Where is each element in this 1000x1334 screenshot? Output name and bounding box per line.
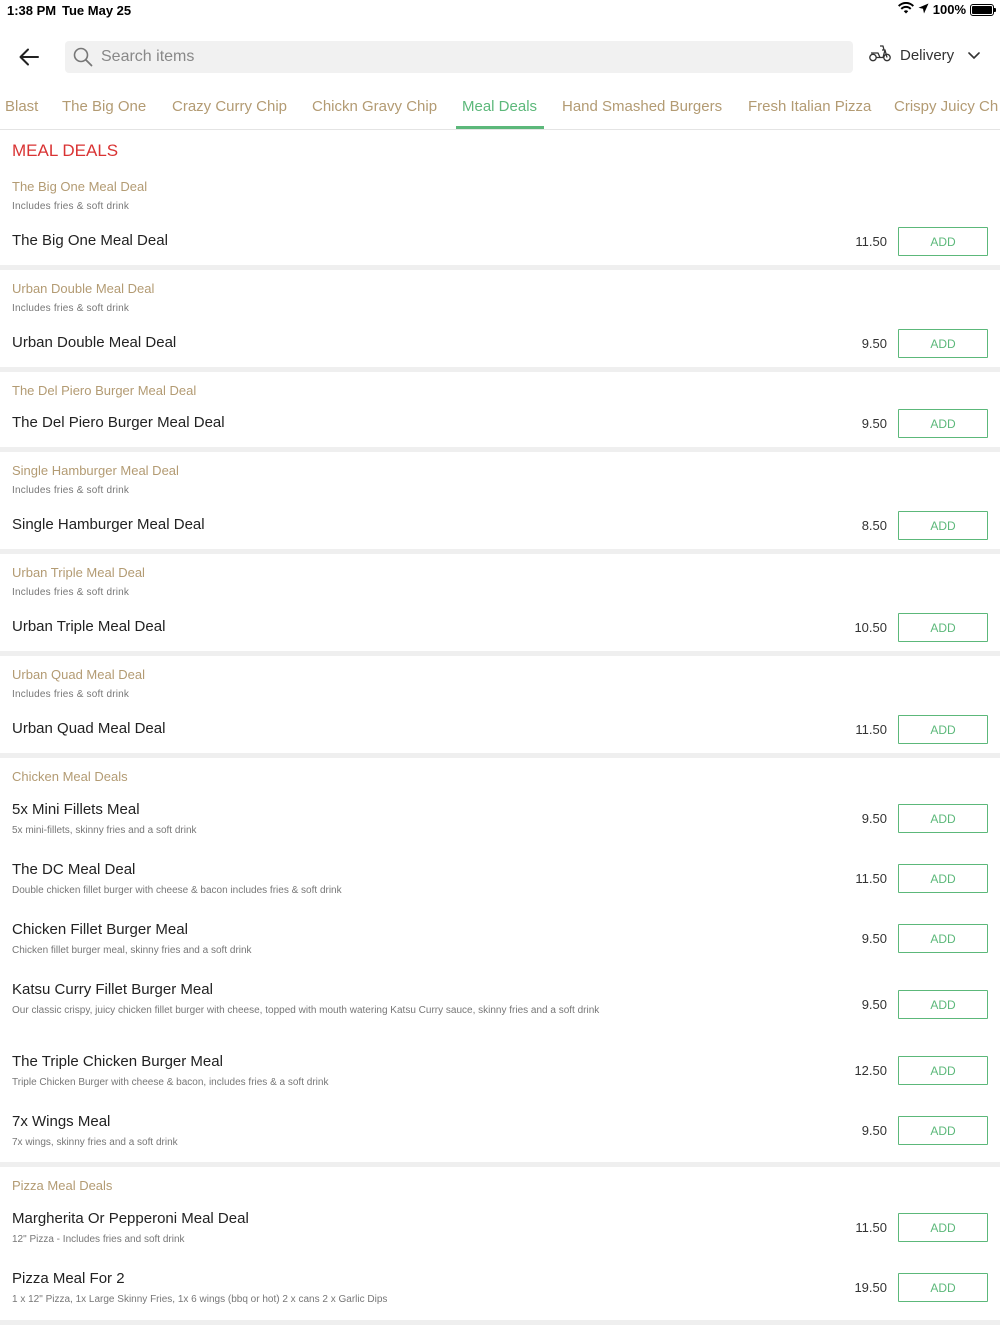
category-description: Includes fries & soft drink [12,303,130,314]
item-name[interactable]: The Triple Chicken Burger Meal [12,1053,223,1070]
add-button[interactable]: ADD [898,864,988,893]
section-divider [0,367,1000,372]
battery-icon [970,4,994,16]
category-title: Single Hamburger Meal Deal [12,463,179,478]
item-name[interactable]: Pizza Meal For 2 [12,1270,125,1287]
item-description: Chicken fillet burger meal, skinny fries and a soft drink [12,945,252,956]
item-description: Double chicken fillet burger with cheese & bacon includes fries & soft drink [12,885,342,896]
category-description: Includes fries & soft drink [12,201,130,212]
section-title: MEAL DEALS [12,141,119,160]
item-price: 11.50 [855,722,887,737]
search-bar[interactable] [65,41,853,73]
category-description: Includes fries & soft drink [12,689,130,700]
delivery-selector[interactable] [868,44,980,66]
item-price: 11.50 [855,1220,887,1235]
item-name[interactable]: 5x Mini Fillets Meal [12,801,140,818]
add-button[interactable]: ADD [898,1056,988,1085]
section-divider [0,651,1000,656]
item-price: 19.50 [854,1280,887,1295]
item-description: Triple Chicken Burger with cheese & bacon, includes fries & a soft drink [12,1077,329,1088]
battery-percent: 100% [932,2,966,17]
add-button[interactable]: ADD [898,715,988,744]
section-divider [0,753,1000,758]
item-description: 1 x 12" Pizza, 1x Large Skinny Fries, 1x 6 wings (bbq or hot) 2 x cans 2 x Garlic Dips [12,1294,388,1305]
status-bar [0,0,1000,22]
item-description: 5x mini-fillets, skinny fries and a soft drink [12,825,197,836]
item-name[interactable]: The Big One Meal Deal [12,232,168,249]
section-divider [0,447,1000,452]
item-description: Our classic crispy, juicy chicken fillet burger with cheese, topped with mouth watering Katsu Curry sauce, skinny fries and a soft drink [12,1005,600,1016]
category-title: Urban Double Meal Deal [12,281,155,296]
item-name[interactable]: Urban Double Meal Deal [12,334,177,351]
item-name[interactable]: Urban Triple Meal Deal [12,618,166,635]
category-tabs [0,92,1000,130]
item-description: 7x wings, skinny fries and a soft drink [12,1137,178,1148]
item-price: 11.50 [855,234,887,249]
add-button[interactable]: ADD [898,1273,988,1302]
item-price: 9.50 [861,997,887,1012]
item-price: 10.50 [854,620,887,635]
tab-the-big-one[interactable]: The Big One [62,98,147,115]
item-name[interactable]: The DC Meal Deal [12,861,136,878]
category-title: Urban Quad Meal Deal [12,667,145,682]
wifi-icon [898,2,914,17]
search-icon [73,47,93,67]
item-name[interactable]: Chicken Fillet Burger Meal [12,921,188,938]
item-name[interactable]: Katsu Curry Fillet Burger Meal [12,981,213,998]
add-button[interactable]: ADD [898,1116,988,1145]
top-bar [0,36,1000,78]
section-divider [0,549,1000,554]
item-price: 9.50 [861,416,887,431]
arrow-left-icon [19,48,39,66]
item-price: 9.50 [861,1123,887,1138]
scooter-icon [868,44,892,66]
location-arrow-icon [918,2,929,17]
section-divider [0,265,1000,270]
tab-blast[interactable]: Blast [5,98,39,115]
item-price: 11.50 [855,871,887,886]
item-price: 12.50 [854,1063,887,1078]
category-title: Urban Triple Meal Deal [12,565,145,580]
category-title: Chicken Meal Deals [12,769,128,784]
add-button[interactable]: ADD [898,511,988,540]
back-button[interactable] [14,42,44,72]
category-title: Pizza Meal Deals [12,1178,113,1193]
item-name[interactable]: Single Hamburger Meal Deal [12,516,205,533]
add-button[interactable]: ADD [898,613,988,642]
item-price: 9.50 [861,336,887,351]
tab-meal-deals[interactable]: Meal Deals [462,98,538,115]
category-title: The Del Piero Burger Meal Deal [12,383,197,398]
chevron-down-icon [968,47,980,64]
tab-chickn-gravy-chip[interactable]: Chickn Gravy Chip [312,98,438,115]
delivery-label: Delivery [900,46,955,64]
category-description: Includes fries & soft drink [12,587,130,598]
tab-hand-smashed-burgers[interactable]: Hand Smashed Burgers [562,98,723,115]
item-name[interactable]: Urban Quad Meal Deal [12,720,166,737]
active-tab-indicator [456,126,544,129]
item-price: 8.50 [861,518,887,533]
search-input[interactable] [101,48,801,66]
item-name[interactable]: The Del Piero Burger Meal Deal [12,414,225,431]
category-title: The Big One Meal Deal [12,179,148,194]
tab-fresh-italian-pizza[interactable]: Fresh Italian Pizza [748,98,872,115]
add-button[interactable]: ADD [898,804,988,833]
add-button[interactable]: ADD [898,924,988,953]
tab-crispy-juicy-ch[interactable]: Crispy Juicy Ch [894,98,999,115]
add-button[interactable]: ADD [898,227,988,256]
item-description: 12" Pizza - Includes fries and soft drink [12,1234,185,1245]
section-divider [0,1320,1000,1325]
add-button[interactable]: ADD [898,409,988,438]
status-time: 1:38 PM [7,3,57,18]
item-price: 9.50 [861,931,887,946]
add-button[interactable]: ADD [898,990,988,1019]
section-divider [0,1162,1000,1167]
add-button[interactable]: ADD [898,1213,988,1242]
status-date: Tue May 25 [62,3,132,18]
item-price: 9.50 [861,811,887,826]
item-name[interactable]: 7x Wings Meal [12,1113,111,1130]
item-name[interactable]: Margherita Or Pepperoni Meal Deal [12,1210,249,1227]
tab-crazy-curry-chip[interactable]: Crazy Curry Chip [172,98,288,115]
category-description: Includes fries & soft drink [12,485,130,496]
add-button[interactable]: ADD [898,329,988,358]
status-indicators [898,2,994,17]
